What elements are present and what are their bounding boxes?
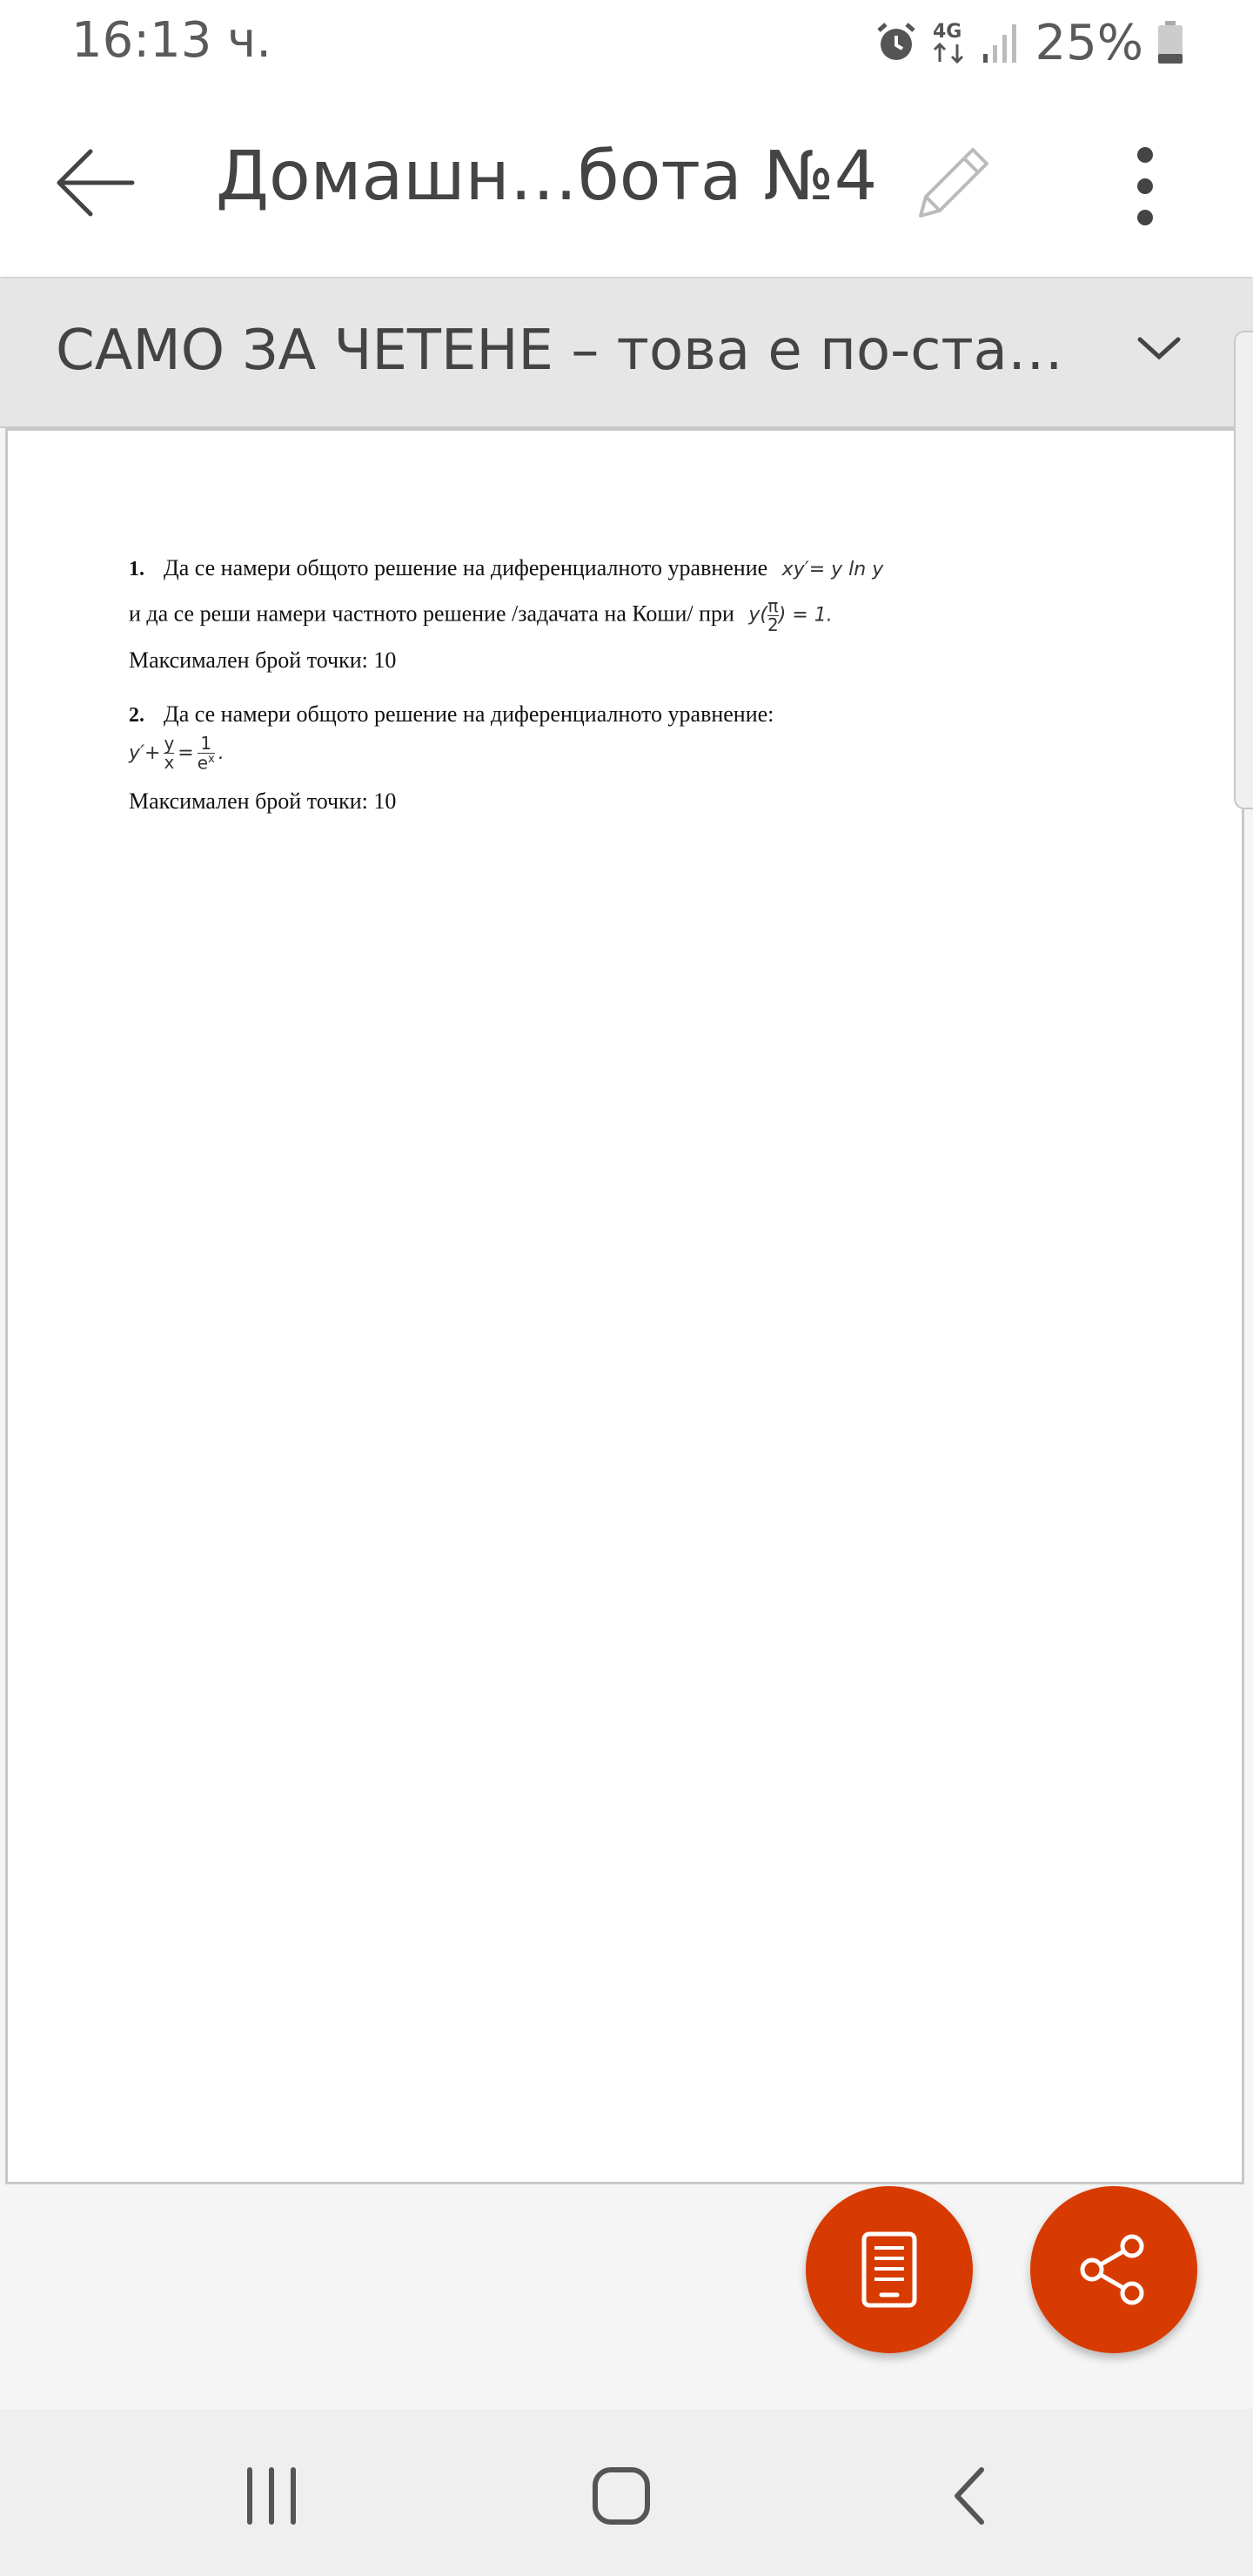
y-over-x-fraction — [164, 735, 174, 772]
more-vert-icon — [1128, 138, 1163, 233]
problem-1-points: Максимален брой точки: 10 — [129, 647, 397, 673]
problem-1-text: Да се намери общото решение на диференциалното уравнение — [164, 555, 768, 580]
back-icon — [945, 2465, 997, 2526]
fraction-denominator: 2 — [767, 614, 779, 635]
exponent-x: x — [208, 753, 215, 766]
status-time: 16:13 ч. — [71, 12, 272, 69]
fraction-denominator: x — [164, 752, 175, 774]
app-bar — [0, 87, 1253, 277]
problem-2-text: Да се намери общото решение на диференциалното уравнение: — [164, 701, 774, 727]
alarm-icon — [874, 20, 919, 65]
cauchy-condition-prefix: y( — [748, 604, 768, 627]
problem-1-line-2 — [129, 597, 833, 634]
pi-over-2-fraction — [767, 597, 779, 634]
home-button[interactable] — [578, 2452, 665, 2539]
back-nav-button[interactable] — [928, 2452, 1015, 2539]
document-page[interactable] — [5, 428, 1244, 2184]
more-options-button[interactable] — [1128, 138, 1163, 233]
battery-percent: 25% — [1035, 14, 1143, 71]
fraction-denominator — [198, 753, 215, 773]
scroll-handle[interactable] — [1234, 331, 1253, 809]
signal-icon — [982, 21, 1020, 64]
pencil-icon — [903, 138, 999, 233]
reading-view-icon — [859, 2231, 920, 2309]
back-arrow-icon — [52, 139, 139, 226]
edit-button[interactable] — [903, 138, 999, 233]
problem-2-number: 2. — [129, 704, 144, 727]
problem-1-line-1 — [129, 557, 883, 580]
cauchy-condition-suffix: ) = 1. — [778, 604, 833, 627]
document-title: Домашн…бота №4 — [216, 138, 878, 216]
chevron-down-icon — [1133, 331, 1185, 366]
share-button[interactable] — [1030, 2186, 1197, 2353]
fraction-numerator: 1 — [200, 733, 212, 754]
problem-2-line-1 — [129, 703, 774, 726]
recent-apps-button[interactable] — [228, 2452, 315, 2539]
battery-icon — [1156, 19, 1185, 66]
problem-1-number: 1. — [129, 558, 144, 580]
share-icon — [1075, 2231, 1153, 2309]
problem-2-points: Максимален брой точки: 10 — [129, 788, 397, 814]
banner-expand-button[interactable] — [1133, 331, 1185, 369]
problem-1-cauchy-text: и да се реши намери частното решение /задачата на Коши/ при — [129, 600, 734, 627]
navigation-bar — [0, 2409, 1253, 2576]
banner-text: САМО ЗА ЧЕТЕНЕ – това е по-ста… — [56, 319, 1063, 383]
equation-prefix: y′+ — [129, 741, 161, 764]
base-e: e — [197, 752, 209, 774]
fraction-numerator: y — [164, 733, 175, 755]
equals-sign: = — [178, 741, 194, 764]
recent-apps-icon — [241, 2465, 302, 2526]
problem-2-equation — [129, 735, 224, 773]
one-over-ex-fraction — [198, 735, 215, 773]
read-only-banner[interactable] — [0, 278, 1253, 428]
problem-1-equation: xy′= y ln y — [781, 559, 884, 580]
equation-end: . — [218, 741, 224, 764]
network-4g-icon — [931, 18, 969, 67]
reading-view-button[interactable] — [806, 2186, 973, 2353]
status-icons — [861, 12, 1185, 73]
back-button[interactable] — [52, 139, 139, 226]
fraction-numerator: π — [767, 595, 779, 616]
svg-text:4G: 4G — [932, 21, 962, 43]
status-bar — [0, 0, 1253, 87]
home-icon — [588, 2463, 654, 2529]
